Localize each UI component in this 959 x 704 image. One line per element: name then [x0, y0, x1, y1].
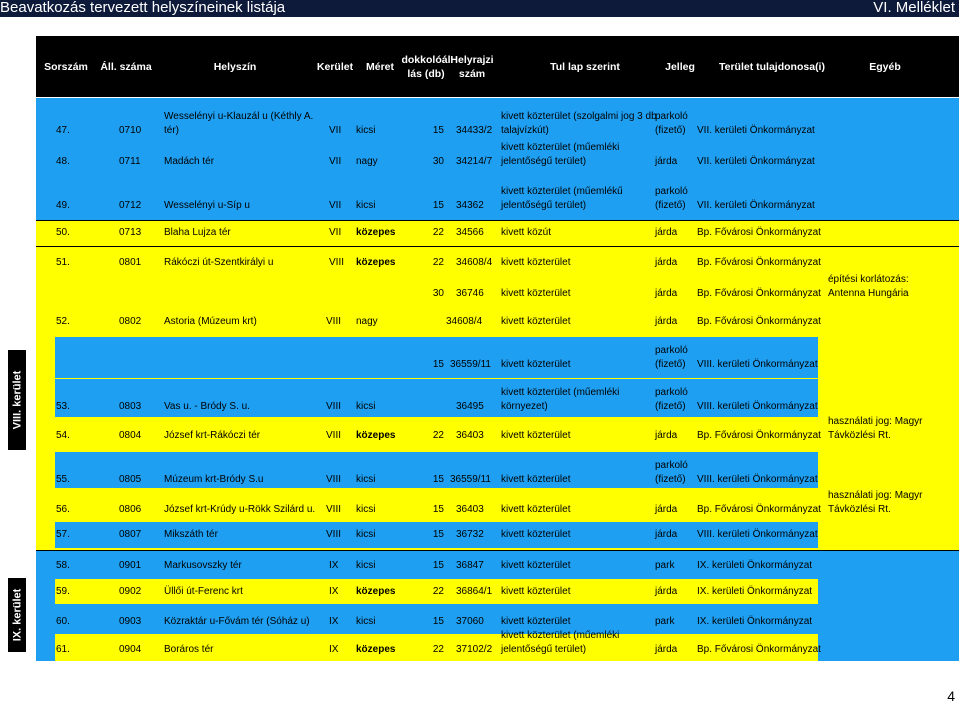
sorszam: 54.: [56, 430, 70, 441]
tul-lap: kivett közterület: [501, 529, 571, 540]
meret: kicsi: [356, 401, 376, 412]
tul-lap: kivett közterület: [501, 359, 571, 370]
sorszam: 49.: [56, 200, 70, 211]
tul-lap: jelentőségű terület): [501, 156, 587, 167]
jelleg: parkoló: [655, 111, 688, 122]
jelleg: járda: [655, 316, 678, 327]
tulajdonos: VIII. kerületi Önkormányzat: [697, 401, 818, 412]
kerulet: VII: [329, 156, 342, 167]
kerulet: VIII: [326, 529, 342, 540]
col-helyrajzi-line2: szám: [458, 67, 486, 80]
helyszin: Wesselényi u-Síp u: [164, 200, 250, 211]
tul-lap: kivett közterület: [501, 586, 571, 597]
sorszam: 57.: [56, 529, 70, 540]
meret: kicsi: [356, 529, 376, 540]
tulajdonos: VII. kerületi Önkormányzat: [697, 200, 815, 211]
all-szama: 0713: [119, 227, 142, 238]
meret: közepes: [356, 644, 396, 655]
kerulet: VII: [329, 200, 342, 211]
tul-lap: környezet): [501, 401, 548, 412]
helyrajzi: 37102/2: [456, 644, 493, 655]
helyszin: Mikszáth tér: [164, 529, 218, 540]
kerulet: VIII: [326, 474, 342, 485]
dokkolo: 30: [432, 156, 444, 167]
helyszin: Üllői út-Ferenc krt: [164, 586, 243, 597]
col-dokkolo-line1: dokkolóál: [401, 53, 451, 66]
helyrajzi: 36732: [456, 529, 484, 540]
helyszin: Rákóczi út-Szentkirályi u: [164, 257, 274, 268]
col-dokkolo-line2: lás (db): [407, 67, 445, 80]
all-szama: 0804: [119, 430, 142, 441]
helyszin: Boráros tér: [164, 644, 214, 655]
egyeb: építési korlátozás:: [828, 274, 909, 285]
tul-lap: kivett közterület: [501, 504, 571, 515]
meret: nagy: [356, 316, 378, 327]
tul-lap: kivett közterület: [501, 430, 571, 441]
tul-lap: kivett közút: [501, 227, 552, 238]
tul-lap: kivett közterület: [501, 474, 571, 485]
tul-lap: jelentőségű terület): [501, 200, 587, 211]
col-helyrajzi-line1: Helyrajzi: [450, 53, 494, 66]
helyszin: Wesselényi u-Klauzál u (Kéthly A.: [164, 111, 314, 122]
sorszam: 56.: [56, 504, 70, 515]
tulajdonos: VII. kerületi Önkormányzat: [697, 125, 815, 136]
kerulet: VII: [329, 227, 342, 238]
egyeb: használati jog: Magyr: [828, 416, 923, 427]
annex-label: VI. Melléklet: [873, 0, 955, 16]
col-tulajdonos: Terület tulajdonosa(i): [719, 60, 825, 73]
jelleg: (fizető): [655, 474, 686, 485]
kerulet: VIII: [329, 257, 345, 268]
sorszam: 51.: [56, 257, 70, 268]
sorszam: 53.: [56, 401, 70, 412]
tul-lap: talajvízkút): [501, 125, 549, 136]
tul-lap: kivett közterület: [501, 316, 571, 327]
divider: [36, 550, 959, 551]
jelleg: járda: [655, 288, 678, 299]
dokkolo: 15: [432, 529, 444, 540]
helyrajzi: 34608/4: [446, 316, 483, 327]
dokkolo: 22: [432, 430, 444, 441]
dokkolo: 15: [432, 200, 444, 211]
meret: kicsi: [356, 125, 376, 136]
meret: közepes: [356, 586, 396, 597]
jelleg: járda: [655, 257, 678, 268]
tul-lap: kivett közterület (műemlékű: [501, 186, 623, 197]
sorszam: 47.: [56, 125, 70, 136]
dokkolo: 15: [432, 560, 444, 571]
all-szama: 0902: [119, 586, 142, 597]
meret: közepes: [356, 257, 396, 268]
dokkolo: 22: [432, 644, 444, 655]
helyrajzi: 36495: [456, 401, 484, 412]
tulajdonos: Bp. Fővárosi Önkormányzat: [697, 227, 821, 238]
tulajdonos: VII. kerületi Önkormányzat: [697, 156, 815, 167]
dokkolo: 22: [432, 586, 444, 597]
tulajdonos: Bp. Fővárosi Önkormányzat: [697, 644, 821, 655]
tulajdonos: Bp. Fővárosi Önkormányzat: [697, 257, 821, 268]
district-label-ix: [8, 578, 26, 652]
sorszam: 61.: [56, 644, 70, 655]
jelleg: parkoló: [655, 345, 688, 356]
tul-lap: kivett közterület: [501, 560, 571, 571]
col-sorszam: Sorszám: [44, 60, 88, 73]
helyszin: Múzeum krt-Bródy S.u: [164, 474, 264, 485]
kerulet: IX: [329, 560, 339, 571]
all-szama: 0903: [119, 616, 142, 627]
tul-lap: kivett közterület (műemléki: [501, 630, 620, 641]
helyszin: Közraktár u-Fővám tér (Sóház u): [164, 616, 310, 627]
divider: [36, 220, 959, 221]
tulajdonos: VIII. kerületi Önkormányzat: [697, 529, 818, 540]
tulajdonos: VIII. kerületi Önkormányzat: [697, 474, 818, 485]
tulajdonos: Bp. Fővárosi Önkormányzat: [697, 504, 821, 515]
kerulet: VIII: [326, 316, 342, 327]
tul-lap: kivett közterület (műemléki: [501, 387, 620, 398]
meret: nagy: [356, 156, 378, 167]
page-number: 4: [947, 688, 955, 704]
helyrajzi: 36559/11: [450, 359, 491, 370]
jelleg: járda: [655, 504, 678, 515]
col-egyeb: Egyéb: [869, 60, 901, 73]
dokkolo: 15: [432, 474, 444, 485]
kerulet: VIII: [326, 504, 342, 515]
kerulet: VII: [329, 125, 342, 136]
jelleg: (fizető): [655, 359, 686, 370]
sorszam: 48.: [56, 156, 70, 167]
meret: közepes: [356, 227, 396, 238]
jelleg: parkoló: [655, 460, 688, 471]
egyeb: Távközlési Rt.: [828, 430, 891, 441]
all-szama: 0805: [119, 474, 142, 485]
col-meret: Méret: [365, 60, 394, 73]
jelleg: (fizető): [655, 200, 686, 211]
helyszin: Markusovszky tér: [164, 560, 242, 571]
egyeb: Távközlési Rt.: [828, 504, 891, 515]
jelleg: járda: [655, 227, 678, 238]
district-label-viii-text: VIII. kerület: [11, 370, 24, 430]
tulajdonos: VIII. kerületi Önkormányzat: [697, 359, 818, 370]
jelleg: járda: [655, 644, 678, 655]
jelleg: járda: [655, 430, 678, 441]
jelleg: park: [655, 560, 675, 571]
jelleg: járda: [655, 529, 678, 540]
all-szama: 0901: [119, 560, 142, 571]
dokkolo: 22: [432, 227, 444, 238]
helyrajzi: 34608/4: [456, 257, 493, 268]
jelleg: (fizető): [655, 125, 686, 136]
jelleg: park: [655, 616, 675, 627]
meret: kicsi: [356, 560, 376, 571]
tul-lap: kivett közterület (szolgalmi jog 3 db: [501, 111, 657, 122]
meret: kicsi: [356, 200, 376, 211]
all-szama: 0711: [119, 156, 141, 167]
helyrajzi: 36847: [456, 560, 484, 571]
meret: közepes: [356, 430, 396, 441]
helyrajzi: 34214/7: [456, 156, 493, 167]
tul-lap: kivett közterület: [501, 288, 571, 299]
col-all-szama: Áll. száma: [100, 60, 152, 73]
helyrajzi: 36403: [456, 430, 484, 441]
sorszam: 55.: [56, 474, 70, 485]
all-szama: 0904: [119, 644, 142, 655]
helyszin: József krt-Rákóczi tér: [164, 430, 261, 441]
tul-lap: kivett közterület: [501, 616, 571, 627]
kerulet: IX: [329, 644, 339, 655]
col-tul-lap: Tul lap szerint: [550, 60, 620, 73]
egyeb: használati jog: Magyr: [828, 490, 923, 501]
district-label-ix-text: IX. kerület: [11, 588, 24, 642]
helyrajzi: 36403: [456, 504, 484, 515]
helyszin: Madách tér: [164, 156, 215, 167]
tulajdonos: IX. kerületi Önkormányzat: [697, 560, 813, 571]
tul-lap: kivett közterület (műemléki: [501, 142, 620, 153]
sorszam: 50.: [56, 227, 70, 238]
jelleg: járda: [655, 156, 678, 167]
tul-lap: kivett közterület: [501, 257, 571, 268]
dokkolo: 15: [432, 359, 444, 370]
kerulet: VIII: [326, 401, 342, 412]
tulajdonos: Bp. Fővárosi Önkormányzat: [697, 316, 821, 327]
dokkolo: 30: [432, 288, 444, 299]
divider: [36, 246, 959, 247]
meret: kicsi: [356, 504, 376, 515]
jelleg: járda: [655, 586, 678, 597]
helyrajzi: 36746: [456, 288, 484, 299]
col-kerulet: Kerület: [316, 60, 354, 73]
all-szama: 0712: [119, 200, 142, 211]
all-szama: 0803: [119, 401, 142, 412]
all-szama: 0807: [119, 529, 142, 540]
helyszin: Vas u. - Bródy S. u.: [164, 401, 250, 412]
dokkolo: 15: [432, 504, 444, 515]
col-helyszin: Helyszín: [213, 60, 257, 73]
kerulet: IX: [329, 616, 339, 627]
page-title: Beavatkozás tervezett helyszíneinek listája: [0, 0, 286, 16]
tulajdonos: Bp. Fővárosi Önkormányzat: [697, 288, 821, 299]
kerulet: IX: [329, 586, 339, 597]
all-szama: 0710: [119, 125, 142, 136]
col-helyrajzi: [440, 36, 504, 97]
sorszam: 59.: [56, 586, 70, 597]
helyrajzi: 34566: [456, 227, 484, 238]
egyeb: Antenna Hungária: [828, 288, 909, 299]
all-szama: 0806: [119, 504, 142, 515]
row-52b-band: [55, 337, 818, 378]
tulajdonos: Bp. Fővárosi Önkormányzat: [697, 430, 821, 441]
helyszin: Blaha Lujza tér: [164, 227, 231, 238]
col-jelleg: Jelleg: [665, 60, 695, 73]
district-label-viii: [8, 350, 26, 450]
all-szama: 0801: [119, 257, 142, 268]
jelleg: (fizető): [655, 401, 686, 412]
sorszam: 58.: [56, 560, 70, 571]
dokkolo: 22: [432, 257, 444, 268]
sorszam: 52.: [56, 316, 70, 327]
helyszin: tér): [164, 125, 179, 136]
sorszam: 60.: [56, 616, 70, 627]
helyrajzi: 37060: [456, 616, 484, 627]
helyszin: József krt-Krúdy u-Rökk Szilárd u.: [164, 504, 316, 515]
helyrajzi: 36559/11: [450, 474, 491, 485]
dokkolo: 15: [432, 125, 444, 136]
all-szama: 0802: [119, 316, 142, 327]
jelleg: parkoló: [655, 186, 688, 197]
meret: kicsi: [356, 616, 376, 627]
helyszin: Astoria (Múzeum krt): [164, 316, 257, 327]
helyrajzi: 36864/1: [456, 586, 493, 597]
meret: kicsi: [356, 474, 376, 485]
tulajdonos: IX. kerületi Önkormányzat: [697, 616, 813, 627]
helyrajzi: 34433/2: [456, 125, 493, 136]
helyrajzi: 34362: [456, 200, 484, 211]
tulajdonos: IX. kerületi Önkormányzat: [697, 586, 813, 597]
kerulet: VIII: [326, 430, 342, 441]
tul-lap: jelentőségű terület): [501, 644, 587, 655]
jelleg: parkoló: [655, 387, 688, 398]
dokkolo: 15: [432, 616, 444, 627]
